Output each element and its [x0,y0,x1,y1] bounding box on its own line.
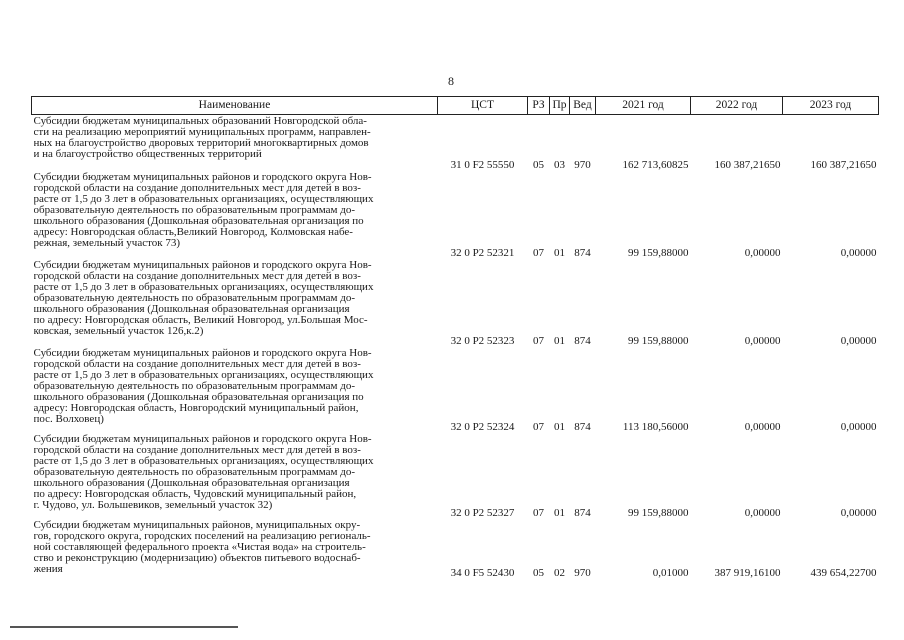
table-row [32,259,879,347]
row-2023: 0,00000 [840,334,877,347]
name-line: школьного образования (Дошкольная образовательная организация по [33,215,364,227]
row-cst: 32 0 P2 52323 [450,334,515,347]
row-rz: 07 [533,246,544,259]
row-name [32,347,438,433]
header-2021: 2021 год [596,97,691,115]
header-2023: 2023 год [783,97,879,115]
row-pr: 01 [554,334,565,347]
row-2022: 160 387,21650 [714,158,781,171]
table-row [32,433,879,519]
name-line: городской области на создание дополнительных мест для детей в воз- [33,444,361,456]
name-line: городской области на создание дополнительных мест для детей в воз- [33,270,361,282]
row-cst: 32 0 P2 52324 [450,420,515,433]
row-pr: 02 [554,566,565,579]
header-ved: Вед [570,97,596,115]
row-2021: 162 713,60825 [622,158,689,171]
name-line: г. Чудово, ул. Большевиков, земельный участок 32) [33,499,273,511]
row-cst: 32 0 P2 52321 [450,246,515,259]
row-2022: 0,00000 [744,506,781,519]
row-rz: 07 [533,420,544,433]
name-line: Субсидии бюджетам муниципальных районов, муниципальных окру- [33,519,361,531]
row-name [32,259,438,347]
name-line: адресу: Новгородская область,Великий Новгород, Колмовская набе- [33,226,353,238]
row-pr: 01 [554,506,565,519]
name-line: гов, городского округа, городских поселений на реализацию региональ- [33,530,371,542]
name-line: Субсидии бюджетам муниципальных районов и городского округа Нов- [33,171,372,183]
row-2022: 0,00000 [744,334,781,347]
table-row [32,519,879,587]
name-line: режная, земельный участок 73) [33,237,181,249]
name-line: по адресу: Новгородская область, Великий Новгород, ул.Большая Мос- [33,314,368,326]
row-rz: 05 [533,566,544,579]
row-cst: 31 0 F2 55550 [450,158,515,171]
name-line: Субсидии бюджетам муниципальных образований Новгородской обла- [33,116,367,127]
footer-divider [10,626,238,628]
row-ved: 874 [574,506,591,519]
name-line: адресу: Новгородская область, Новгородский муниципальный район, [33,402,359,414]
row-name [32,519,438,587]
row-2023: 0,00000 [840,420,877,433]
name-line: ной составляющей федерального проекта «Чистая вода» на строитель- [33,541,366,553]
row-pr: 03 [554,158,565,171]
name-line: образовательную деятельность по образовательным программам до- [33,380,356,392]
table-header-row [32,97,879,115]
row-name [32,171,438,259]
row-cst: 32 0 P2 52327 [450,506,515,519]
name-line: расте от 1,5 до 3 лет в образовательных организациях, осуществляющих [33,281,374,293]
header-pr: Пр [550,97,570,115]
budget-table [31,96,879,587]
name-line: расте от 1,5 до 3 лет в образовательных организациях, осуществляющих [33,455,374,467]
row-ved: 874 [574,420,591,433]
row-2021: 99 159,88000 [628,334,689,347]
row-2023: 439 654,22700 [810,566,877,579]
name-line: образовательную деятельность по образовательным программам до- [33,466,356,478]
row-ved: 970 [574,158,591,171]
name-line: ных на благоустройство дворовых территорий многоквартирных домов [33,138,369,149]
name-line: расте от 1,5 до 3 лет в образовательных организациях, осуществляющих [33,193,374,205]
name-line: расте от 1,5 до 3 лет в образовательных организациях, осуществляющих [33,369,374,381]
name-line: образовательную деятельность по образовательным программам до- [33,292,356,304]
name-line: школьного образования (Дошкольная образовательная организация по [33,391,364,403]
header-rz: РЗ [528,97,550,115]
row-2023: 0,00000 [840,506,877,519]
row-ved: 874 [574,334,591,347]
row-2021: 0,01000 [652,566,689,579]
name-line: пос. Волховец) [33,413,104,425]
row-2021: 99 159,88000 [628,506,689,519]
row-rz: 07 [533,334,544,347]
row-cst: 34 0 F5 52430 [450,566,515,579]
row-pr: 01 [554,246,565,259]
table-row [32,115,879,171]
row-rz: 07 [533,506,544,519]
name-line: Субсидии бюджетам муниципальных районов и городского округа Нов- [33,347,372,359]
header-2022: 2022 год [691,97,783,115]
name-line: ковская, земельный участок 126,к.2) [33,325,204,337]
name-line: Субсидии бюджетам муниципальных районов и городского округа Нов- [33,259,372,271]
row-ved: 874 [574,246,591,259]
header-cst: ЦСТ [438,97,528,115]
row-name [32,115,438,171]
row-2022: 0,00000 [744,420,781,433]
row-2023: 160 387,21650 [810,158,877,171]
header-name: Наименование [32,97,438,115]
name-line: по адресу: Новгородская область, Чудовский муниципальный район, [33,488,357,500]
table-row [32,347,879,433]
row-2021: 99 159,88000 [628,246,689,259]
name-line: школьного образования (Дошкольная образовательная организация [33,303,350,315]
name-line: городской области на создание дополнительных мест для детей в воз- [33,182,361,194]
row-name [32,433,438,519]
row-2022: 387 919,16100 [714,566,781,579]
name-line: жения [33,563,63,575]
row-2022: 0,00000 [744,246,781,259]
name-line: школьного образования (Дошкольная образовательная организация [33,477,350,489]
row-2023: 0,00000 [840,246,877,259]
name-line: сти на реализацию мероприятий муниципальных программ, направлен- [33,127,371,138]
row-rz: 05 [533,158,544,171]
name-line: Субсидии бюджетам муниципальных районов и городского округа Нов- [33,433,372,445]
row-2021: 113 180,56000 [622,420,689,433]
row-pr: 01 [554,420,565,433]
name-line: и на благоустройство общественных территорий [33,149,262,160]
page-number: 8 [448,74,454,88]
row-ved: 970 [574,566,591,579]
name-line: ство и реконструкцию (модернизацию) объектов питьевого водоснаб- [33,552,361,564]
table-row [32,171,879,259]
name-line: образовательную деятельность по образовательным программам до- [33,204,356,216]
name-line: городской области на создание дополнительных мест для детей в воз- [33,358,361,370]
